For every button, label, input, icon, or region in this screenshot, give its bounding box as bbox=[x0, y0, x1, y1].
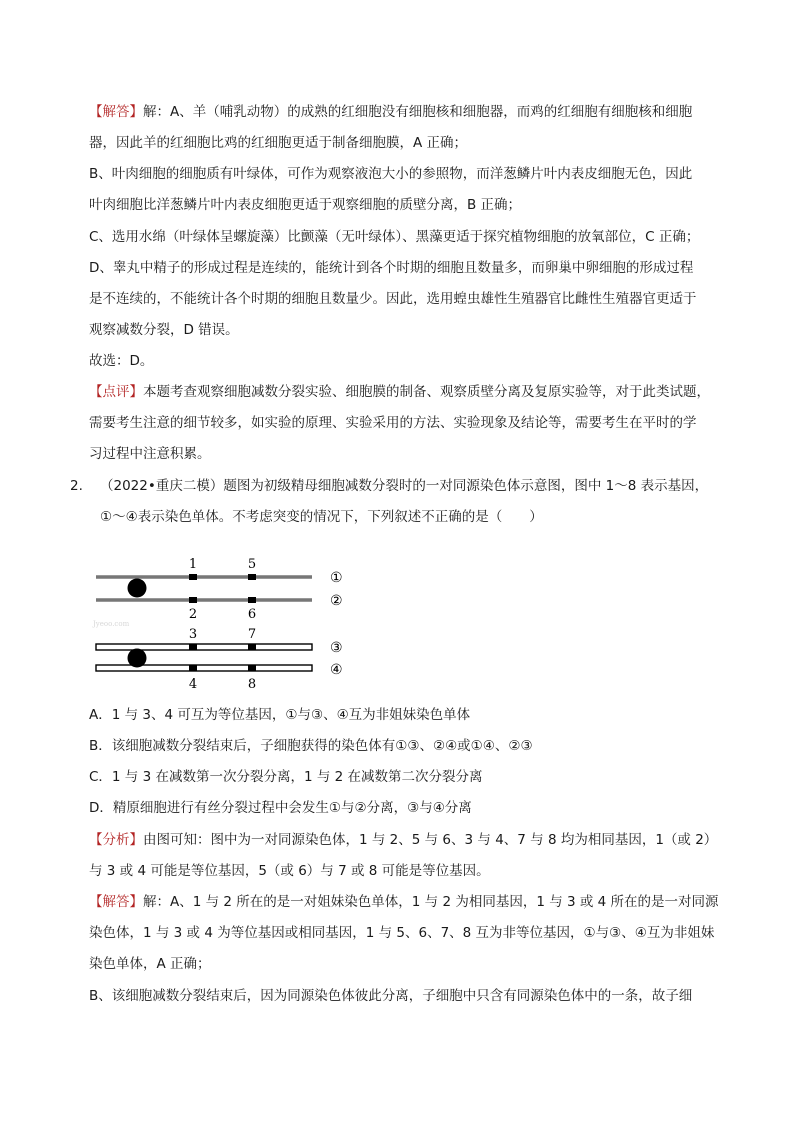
gene-band bbox=[189, 574, 197, 580]
answer-line-2: 器，因此羊的红细胞比鸡的红细胞更适于制备细胞膜，A 正确； bbox=[89, 135, 468, 151]
gene-band bbox=[248, 644, 256, 650]
comment-line-2: 需要考生注意的细节较多，如实验的原理、实验采用的方法、实验现象及结论等，需要考生在平时的学 bbox=[89, 415, 697, 431]
answer-line-3: B、叶肉细胞的细胞质有叶绿体，可作为观察液泡大小的参照物，而洋葱鳞片叶内表皮细胞无色，因此 bbox=[89, 166, 693, 182]
option-b: B．该细胞减数分裂结束后，子细胞获得的染色体有①③、②④或①④、②③ bbox=[89, 738, 533, 754]
analysis-line-1: 【分析】由图可知：图中为一对同源染色体，1 与 2、5 与 6、3 与 4、7 与 8 均为相同基因，1（或 2） bbox=[89, 832, 718, 848]
question-stem-2: ①～④表示染色单体。不考虑突变的情况下，下列叙述不正确的是（ ） bbox=[100, 509, 543, 525]
option-a: A．1 与 3、4 可互为等位基因，①与③、④互为非姐妹染色单体 bbox=[89, 707, 471, 723]
gene-band bbox=[248, 665, 256, 671]
question-number: 2. bbox=[70, 478, 83, 494]
gene-band bbox=[248, 597, 256, 603]
q2-answer-line-2: 染色体，1 与 3 或 4 为等位基因或相同基因，1 与 5、6、7、8 互为非等位基因，①与③、④互为非姐妹 bbox=[89, 925, 715, 941]
answer-line-4: 叶肉细胞比洋葱鳞片叶内表皮细胞更适于观察细胞的质壁分离，B 正确； bbox=[89, 197, 522, 213]
comment-line-1: 【点评】本题考查观察细胞减数分裂实验、细胞膜的制备、观察质壁分离及复原实验等，对于此类试题， bbox=[89, 384, 710, 400]
gene-label-1: 1 bbox=[188, 557, 198, 572]
q2-answer-line-3: 染色单体，A 正确； bbox=[89, 956, 211, 972]
chromatid-label-4: ④ bbox=[330, 662, 343, 678]
chromatid-label-2: ② bbox=[330, 593, 343, 609]
chromatid-4 bbox=[96, 665, 312, 671]
gene-band bbox=[189, 644, 197, 650]
gene-label-4: 4 bbox=[188, 677, 198, 692]
answer-line-7: 是不连续的，不能统计各个时期的细胞且数量少。因此，选用蝗虫雄性生殖器官比雌性生殖器官更适于 bbox=[89, 291, 697, 307]
gene-label-5: 5 bbox=[247, 557, 257, 572]
gene-label-6: 6 bbox=[247, 607, 257, 622]
chromatid-label-1: ① bbox=[330, 570, 343, 586]
answer-label-2: 【解答】 bbox=[89, 894, 143, 910]
q2-answer-line-4: B、该细胞减数分裂结束后，因为同源染色体彼此分离，子细胞中只含有同源染色体中的一条，故子细 bbox=[89, 988, 693, 1004]
answer-label: 【解答】 bbox=[89, 104, 143, 120]
comment-label: 【点评】 bbox=[89, 384, 143, 400]
gene-label-7: 7 bbox=[247, 627, 257, 642]
answer-line-5: C、选用水绵（叶绿体呈螺旋藻）比颤藻（无叶绿体）、黑藻更适于探究植物细胞的放氧部位，C 正确； bbox=[89, 229, 700, 245]
answer-line-8: 观察减数分裂，D 错误。 bbox=[89, 322, 239, 338]
answer-conclusion: 故选：D。 bbox=[89, 353, 154, 369]
option-c: C．1 与 3 在减数第一次分裂分离，1 与 2 在减数第二次分裂分离 bbox=[89, 769, 483, 785]
comment-line-3: 习过程中注意积累。 bbox=[89, 446, 211, 462]
answer-line-6: D、睾丸中精子的形成过程是连续的，能统计到各个时期的细胞且数量多，而卵巢中卵细胞的形成过程 bbox=[89, 260, 694, 276]
chromatid-3 bbox=[96, 644, 312, 650]
option-d: D．精原细胞进行有丝分裂过程中会发生①与②分离，③与④分离 bbox=[89, 800, 472, 816]
centromere-2 bbox=[128, 649, 147, 668]
analysis-line-2: 与 3 或 4 可能是等位基因，5（或 6）与 7 或 8 可能是等位基因。 bbox=[89, 863, 490, 879]
gene-label-8: 8 bbox=[247, 677, 257, 692]
gene-band bbox=[189, 665, 197, 671]
analysis-label: 【分析】 bbox=[89, 832, 143, 848]
q2-answer-line-1: 【解答】解：A、1 与 2 所在的是一对姐妹染色单体，1 与 2 为相同基因，1 与 3 或 4 所在的是一对同源 bbox=[89, 894, 719, 910]
gene-label-3: 3 bbox=[188, 627, 198, 642]
gene-band bbox=[248, 574, 256, 580]
gene-band bbox=[189, 597, 197, 603]
homologous-chromosome-diagram bbox=[90, 548, 360, 698]
question-stem-1: （2022•重庆二模）题图为初级精母细胞减数分裂时的一对同源染色体示意图，图中 1～8 表示基因， bbox=[100, 478, 709, 494]
centromere-1 bbox=[128, 579, 147, 598]
chromatid-label-3: ③ bbox=[330, 640, 343, 656]
answer-line-1: 【解答】解：A、羊（哺乳动物）的成熟的红细胞没有细胞核和细胞器，而鸡的红细胞有细胞核和细胞 bbox=[89, 104, 693, 120]
watermark: Jyeoo.com bbox=[93, 620, 130, 628]
gene-label-2: 2 bbox=[188, 607, 198, 622]
